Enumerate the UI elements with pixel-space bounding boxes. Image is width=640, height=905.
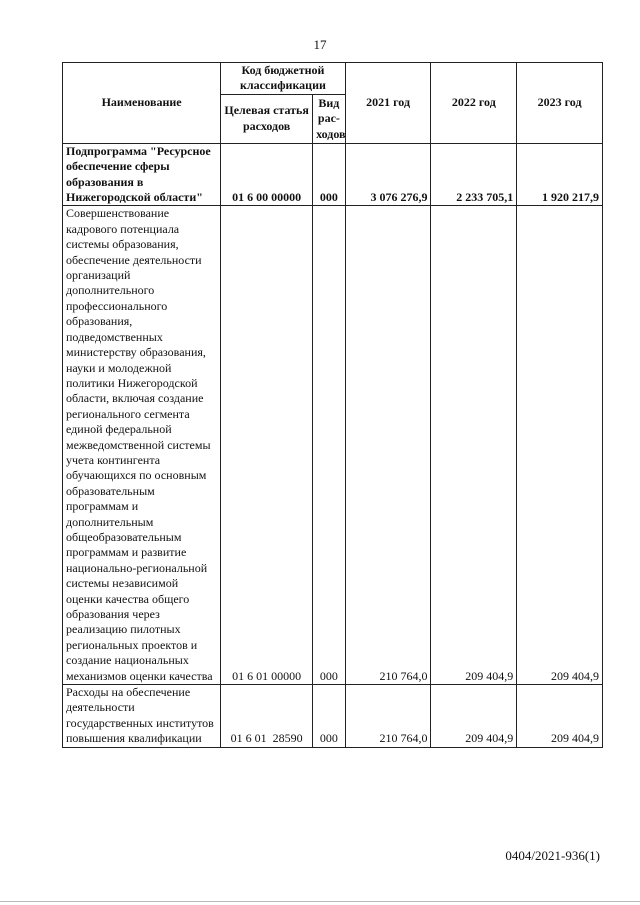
row-value-2021: 210 764,0 — [345, 685, 431, 748]
row-value-2023: 209 404,9 — [517, 206, 603, 685]
page-number: 17 — [313, 37, 327, 52]
table-row — [63, 143, 603, 206]
row-value-2023: 1 920 217,9 — [517, 143, 603, 206]
page-bottom-rule — [0, 901, 640, 902]
row-target-code: 01 6 01 00000 — [221, 206, 313, 685]
header-name: Наименование — [63, 63, 221, 144]
header-year-2021: 2021 год — [345, 63, 431, 144]
document-number: 0404/2021-936(1) — [505, 848, 600, 863]
budget-table — [62, 62, 603, 748]
row-target-code: 01 6 01 28590 — [221, 685, 313, 748]
header-row-top — [63, 63, 603, 95]
row-name: Совершенствование кадрового потенциала системы образования, обеспечение деятельности организаций дополнительного профессионального образования, подведомственных министерству образования, науки и молодежной политики Нижегородской области, включая создание регионального сегмента единой федеральной межведомственной системы учета контингента обучающихся по основным образовательным программам и дополнительным общеобразовательным программам и развитие национально-региональной системы независимой оценки качества общего образования через реализацию пилотных региональных проектов и создание национальных механизмов оценки качества — [63, 206, 221, 685]
row-value-2022: 209 404,9 — [431, 685, 517, 748]
row-value-2023: 209 404,9 — [517, 685, 603, 748]
table-row — [63, 206, 603, 685]
header-budget-code: Код бюджетной классификации — [221, 63, 346, 95]
row-value-2021: 210 764,0 — [345, 206, 431, 685]
row-name: Расходы на обеспечение деятельности государственных институтов повышения квалификации — [63, 685, 221, 748]
row-target-code: 01 6 00 00000 — [221, 143, 313, 206]
row-expense-type: 000 — [313, 206, 346, 685]
row-expense-type: 000 — [313, 685, 346, 748]
row-name: Подпрограмма "Ресурсное обеспечение сферы образования в Нижегородской области" — [63, 143, 221, 206]
row-value-2022: 2 233 705,1 — [431, 143, 517, 206]
table-row — [63, 685, 603, 748]
header-target-article: Целевая статья расходов — [221, 94, 313, 143]
row-value-2022: 209 404,9 — [431, 206, 517, 685]
header-year-2023: 2023 год — [517, 63, 603, 144]
row-value-2021: 3 076 276,9 — [345, 143, 431, 206]
header-expense-type: Вид рас-ходов — [313, 94, 346, 143]
header-year-2022: 2022 год — [431, 63, 517, 144]
row-expense-type: 000 — [313, 143, 346, 206]
